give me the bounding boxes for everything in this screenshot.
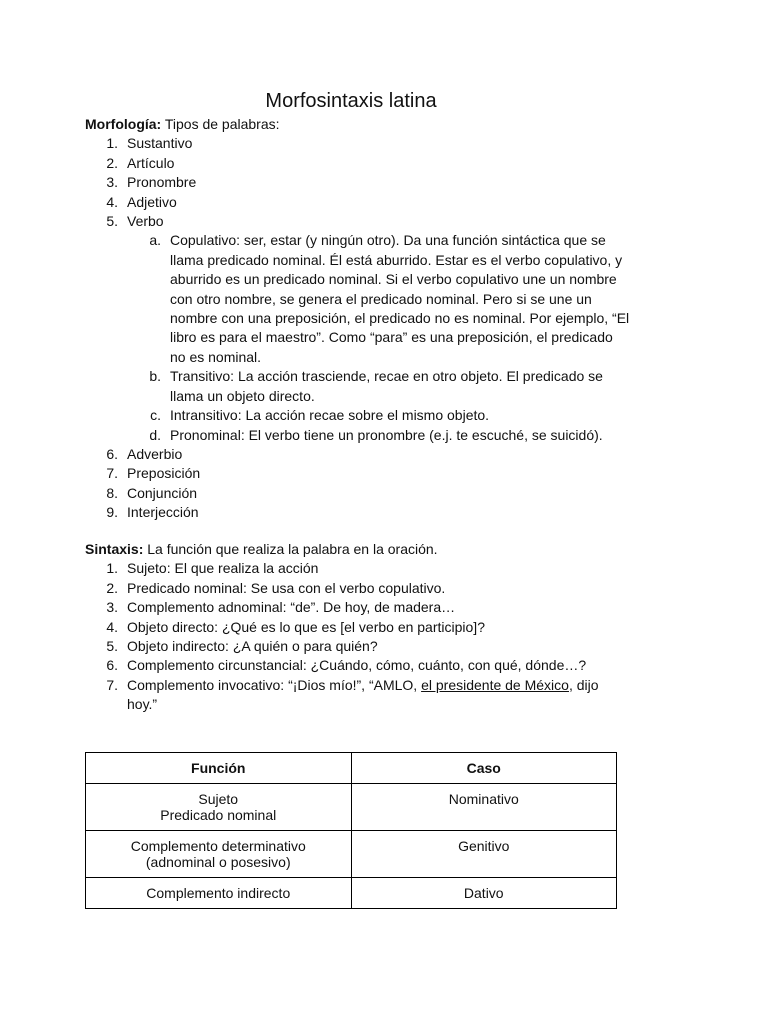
item-number: 1. [106,135,118,152]
item-text: Adverbio [127,445,183,462]
sintaxis-list [85,559,630,714]
funcion-cell [86,784,352,831]
column-header: Función [86,753,352,784]
item-text: Objeto indirecto: ¿A quién o para quién? [127,638,378,655]
list-item [85,231,630,367]
funcion-caso-table [85,752,617,909]
item-text-end: , dijo hoy.” [127,676,599,713]
funcion-cell [86,831,352,878]
item-text: Pronominal: El verbo tiene un pronombre (e.j. te escuché, se suicidó). [170,426,603,443]
list-item [85,134,630,153]
caso-cell: Genitivo [351,831,617,878]
cell-line: (adnominal o posesivo) [145,854,291,870]
list-item [85,426,630,445]
table-row [86,784,617,831]
cell-line: Sujeto [198,791,239,807]
table-header-row [86,753,617,784]
item-text: Verbo [127,213,164,230]
underlined-text: el presidente de México [421,676,569,693]
page-title: Morfosintaxis latina [265,90,437,112]
list-item [85,367,630,406]
sintaxis-heading [85,540,630,559]
list-item [85,193,630,212]
list-item [85,618,630,637]
sintaxis-text: La función que realiza la palabra en la oración. [143,541,438,557]
list-item [85,579,630,598]
morfologia-section [85,115,630,523]
item-number: 5. [106,213,118,230]
item-text: Sujeto: El que realiza la acción [127,560,319,577]
morfologia-list-continued [85,445,630,523]
morfologia-list [85,134,630,231]
item-text: Conjunción [127,484,198,501]
item-text: Pronombre [127,174,197,191]
table-row [86,831,617,878]
item-text: Sustantivo [127,135,193,152]
list-item [85,212,630,231]
morfologia-heading [85,115,630,134]
item-text: Objeto directo: ¿Qué es lo que es [el verbo en participio]? [127,618,485,635]
item-text: Complemento circunstancial: ¿Cuándo, cómo, cuánto, con qué, dónde…? [127,657,587,674]
item-number: 5. [106,638,118,655]
verbo-sublist [85,231,630,444]
sintaxis-label: Sintaxis: [85,541,144,557]
item-letter: a. [149,232,161,249]
item-number: 2. [106,154,118,171]
list-item [85,464,630,483]
list-item [85,173,630,192]
list-item [85,559,630,578]
item-text: Complemento adnominal: “de”. De hoy, de madera… [127,599,456,616]
item-number: 4. [106,193,118,210]
item-text: Intransitivo: La acción recae sobre el mismo objeto. [170,407,490,424]
item-text: Artículo [127,154,175,171]
item-letter: c. [150,407,161,424]
cell-line: Predicado nominal [160,807,277,823]
item-text: Predicado nominal: Se usa con el verbo copulativo. [127,579,446,596]
item-number: 3. [106,599,118,616]
cell-line: Complemento determinativo [130,838,306,854]
item-number: 7. [106,676,118,693]
column-header: Caso [351,753,617,784]
item-text: Transitivo: La acción trasciende, recae en otro objeto. El predicado se llama un objeto directo. [170,368,603,404]
list-item [85,676,630,715]
list-item [85,503,630,522]
item-number: 9. [106,504,118,521]
funcion-cell [86,878,352,909]
sintaxis-section [85,540,630,715]
morfologia-text: Tipos de palabras: [161,116,280,132]
cell-line: Complemento indirecto [146,885,291,901]
item-number: 7. [106,465,118,482]
list-item [85,637,630,656]
item-letter: b. [149,368,161,385]
item-text: Interjección [127,504,199,521]
item-letter: d. [149,426,161,443]
item-text: Complemento invocativo: “¡Dios mío!”, “AMLO, [127,676,422,693]
list-item [85,484,630,503]
item-number: 1. [106,560,118,577]
list-item [85,445,630,464]
item-number: 6. [106,445,118,462]
caso-cell: Nominativo [351,784,617,831]
item-number: 8. [106,484,118,501]
table-row [86,878,617,909]
list-item [85,154,630,173]
item-text: Adjetivo [127,193,177,210]
list-item [85,406,630,425]
caso-cell: Dativo [351,878,617,909]
item-number: 3. [106,174,118,191]
list-item [85,598,630,617]
morfologia-label: Morfología: [85,116,162,132]
item-text: Preposición [127,465,201,482]
list-item [85,656,630,675]
item-number: 2. [106,579,118,596]
item-text: Copulativo: ser, estar (y ningún otro). Da una función sintáctica que se llama predicado nominal. Él está aburrido. Estar es el verbo copulativo, y aburrido es un predicado nominal. Si el verbo copulativo une un nombre con otro nombre, se genera el predicado nominal. Pero si se une un nombre con una preposición, el predicado no es nominal. Por ejemplo, “El libro es para el maestro”. Como “para” es una preposición, el predicado no es nominal. [170,232,630,365]
item-number: 4. [106,618,118,635]
item-number: 6. [106,657,118,674]
